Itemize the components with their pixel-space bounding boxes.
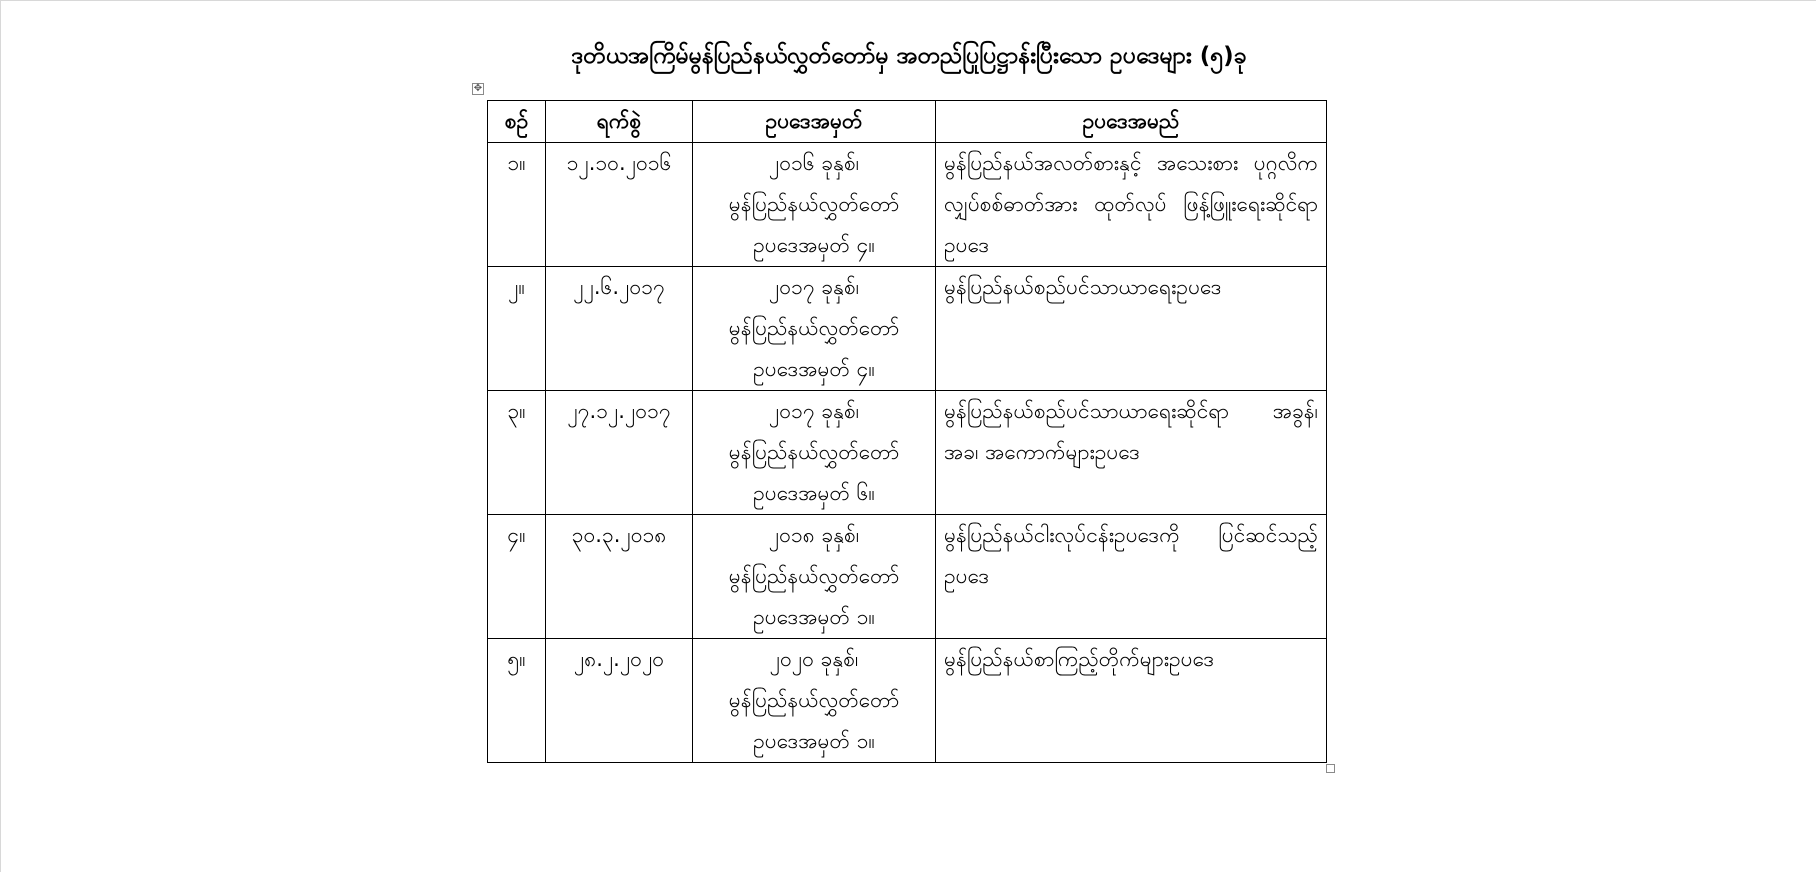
code-line: မွန်ပြည်နယ်လွှတ်တော် xyxy=(728,440,900,464)
table-row xyxy=(488,515,1327,639)
cell-date[interactable]: ၂၈.၂.၂၀၂၀ xyxy=(546,639,693,763)
code-line: မွန်ပြည်နယ်လွှတ်တော် xyxy=(728,688,900,712)
table-row xyxy=(488,143,1327,267)
cell-no[interactable]: ၃။ xyxy=(488,391,546,515)
code-line: မွန်ပြည်နယ်လွှတ်တော် xyxy=(728,316,900,340)
cell-date[interactable]: ၃၀.၃.၂၀၁၈ xyxy=(546,515,693,639)
code-line: မွန်ပြည်နယ်လွှတ်တော် xyxy=(728,192,900,216)
cell-code[interactable] xyxy=(693,515,936,639)
document-title[interactable]: ဒုတိယအကြိမ်မွန်ပြည်နယ်လွှတ်တော်မှ အတည်ပြုပြဋ္ဌာန်းပြီးသော ဥပဒေများ (၅)ခု xyxy=(571,43,1247,69)
cell-no[interactable]: ၅။ xyxy=(488,639,546,763)
cell-name[interactable]: မွန်ပြည်နယ်အလတ်စားနှင့် အသေးစား ပုဂ္ဂလိကလျှပ်စစ်ဓာတ်အား ထုတ်လုပ် ဖြန့်ဖြူးရေးဆိုင်ရာဥပဒေ xyxy=(936,143,1327,267)
code-line: ၂၀၁၇ ခုနှစ်၊ xyxy=(768,399,860,423)
header-code[interactable]: ဥပဒေအမှတ် xyxy=(693,101,936,143)
code-line: ဥပဒေအမှတ် ၄။ xyxy=(753,233,875,257)
cell-no[interactable]: ၄။ xyxy=(488,515,546,639)
cell-name[interactable]: မွန်ပြည်နယ်စည်ပင်သာယာရေးဆိုင်ရာ အခွန်၊ အခ၊ အကောက်များဥပဒေ xyxy=(936,391,1327,515)
table-row xyxy=(488,267,1327,391)
cell-date[interactable]: ၁၂.၁၀.၂၀၁၆ xyxy=(546,143,693,267)
cell-name[interactable]: မွန်ပြည်နယ်ငါးလုပ်ငန်းဥပဒေကို ပြင်ဆင်သည့် ဥပဒေ xyxy=(936,515,1327,639)
code-line: ဥပဒေအမှတ် ၁။ xyxy=(753,605,875,629)
text-cursor xyxy=(1326,393,1327,419)
code-line: ၂၀၁၇ ခုနှစ်၊ xyxy=(768,275,860,299)
code-line: ၂၀၁၈ ခုနှစ်၊ xyxy=(768,523,860,547)
code-line: မွန်ပြည်နယ်လွှတ်တော် xyxy=(728,564,900,588)
cell-code[interactable] xyxy=(693,391,936,515)
cell-name[interactable]: မွန်ပြည်နယ်စာကြည့်တိုက်များဥပဒေ xyxy=(936,639,1327,763)
cell-no[interactable]: ၁။ xyxy=(488,143,546,267)
table-header-row xyxy=(488,101,1327,143)
table-move-handle-icon[interactable]: ✥ xyxy=(473,83,483,94)
code-line: ဥပဒေအမှတ် ၄။ xyxy=(753,357,875,381)
table-row xyxy=(488,639,1327,763)
table-resize-handle-icon[interactable] xyxy=(1326,764,1335,773)
cell-code[interactable] xyxy=(693,143,936,267)
code-line: ၂၀၁၆ ခုနှစ်၊ xyxy=(768,151,860,175)
cell-date[interactable]: ၂၂.၆.၂၀၁၇ xyxy=(546,267,693,391)
cell-date[interactable]: ၂၇.၁၂.၂၀၁၇ xyxy=(546,391,693,515)
header-name[interactable]: ဥပဒေအမည် xyxy=(936,101,1327,143)
header-date[interactable]: ရက်စွဲ xyxy=(546,101,693,143)
table-row xyxy=(488,391,1327,515)
cell-no[interactable]: ၂။ xyxy=(488,267,546,391)
cell-code[interactable] xyxy=(693,267,936,391)
code-line: ဥပဒေအမှတ် ၆။ xyxy=(753,481,875,505)
code-line: ဥပဒေအမှတ် ၁။ xyxy=(753,729,875,753)
code-line: ၂၀၂၀ ခုနှစ်၊ xyxy=(769,647,859,671)
laws-table xyxy=(487,100,1327,763)
cell-code[interactable] xyxy=(693,639,936,763)
cell-name[interactable]: မွန်ပြည်နယ်စည်ပင်သာယာရေးဥပဒေ xyxy=(936,267,1327,391)
header-no[interactable]: စဉ် xyxy=(488,101,546,143)
